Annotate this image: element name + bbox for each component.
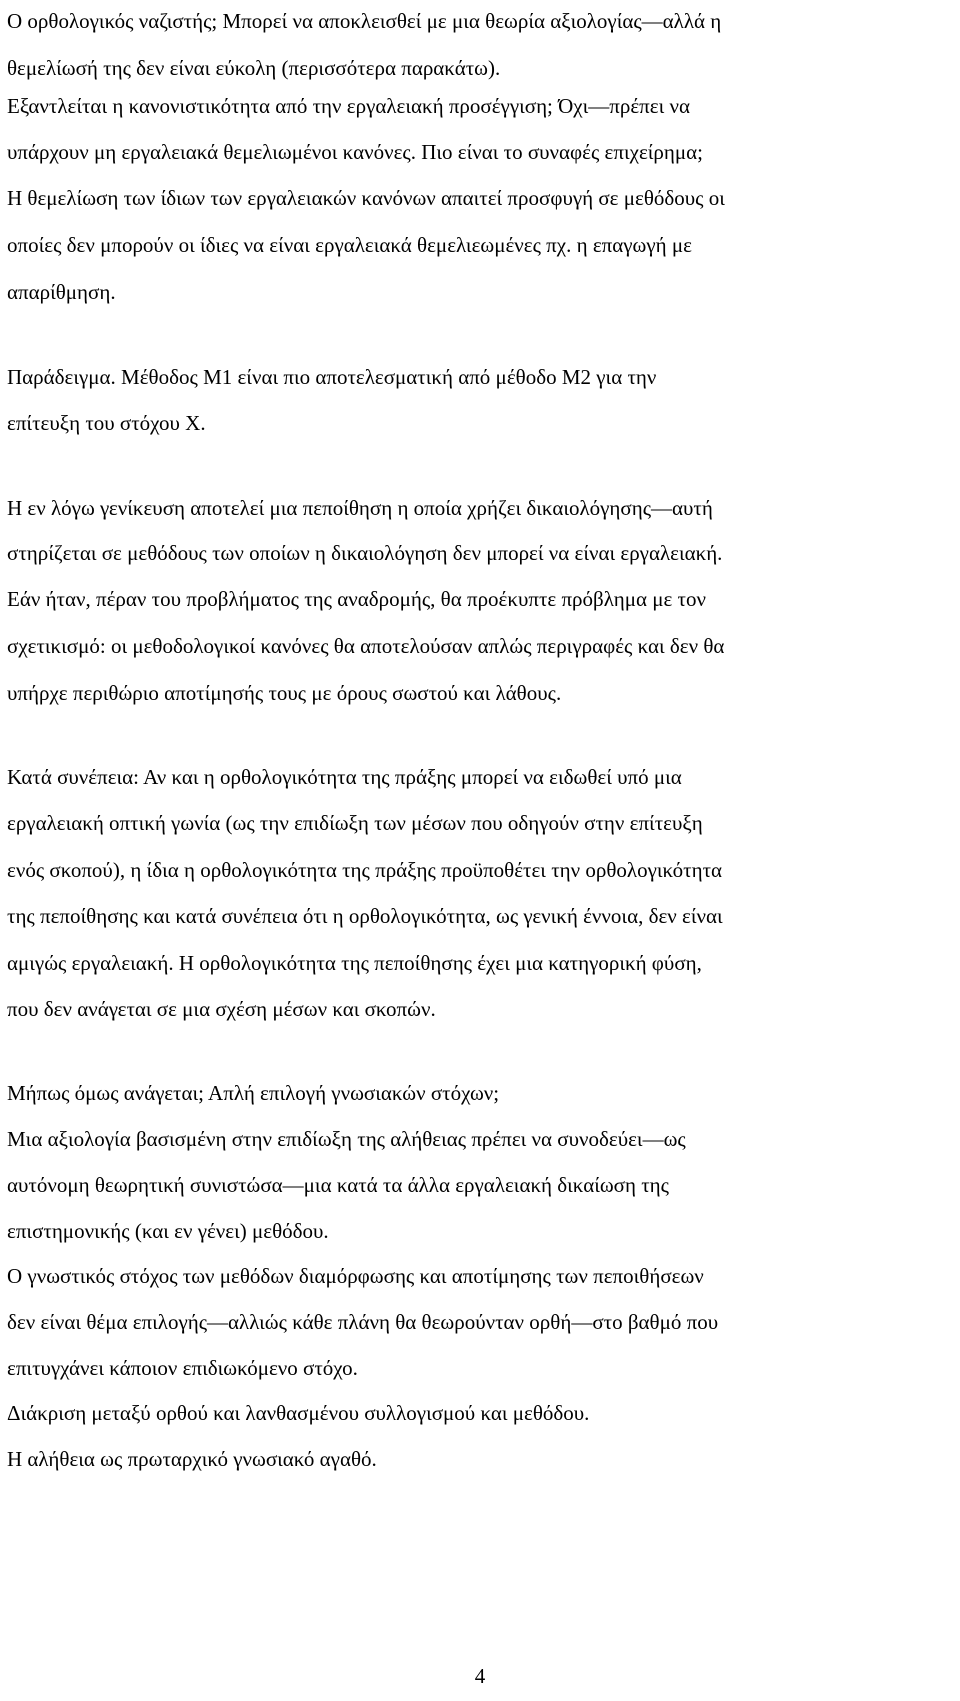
text-line: ενός σκοπού), η ίδια η ορθολογικότητα της πράξης προϋποθέτει την ορθολογικότητα — [7, 858, 723, 882]
text-line: Ο γνωστικός στόχος των μεθόδων διαμόρφωσης και αποτίμησης των πεποιθήσεων — [7, 1264, 704, 1288]
text-line: υπάρχουν μη εργαλειακά θεμελιωμένοι κανόνες. Πιο είναι το συναφές επιχείρημα; — [7, 140, 703, 164]
text-line: επιτυγχάνει κάποιον επιδιωκόμενο στόχο. — [7, 1356, 358, 1380]
text-line: θεμελίωσή της δεν είναι εύκολη (περισσότερα παρακάτω). — [7, 56, 501, 80]
text-line: Μήπως όμως ανάγεται; Απλή επιλογή γνωσιακών στόχων; — [7, 1081, 500, 1105]
text-line: Μια αξιολογία βασισμένη στην επιδίωξη της αλήθειας πρέπει να συνοδεύει—ως — [7, 1127, 686, 1151]
page-number: 4 — [474, 1664, 486, 1688]
text-line: Κατά συνέπεια: Αν και η ορθολογικότητα της πράξης μπορεί να ειδωθεί υπό μια — [7, 765, 682, 789]
text-line: σχετικισμό: οι μεθοδολογικοί κανόνες θα αποτελούσαν απλώς περιγραφές και δεν θα — [7, 634, 725, 658]
text-line: Η αλήθεια ως πρωταρχικό γνωσιακό αγαθό. — [7, 1447, 377, 1471]
text-line: Παράδειγμα. Μέθοδος Μ1 είναι πιο αποτελεσματική από μέθοδο Μ2 για την — [7, 365, 657, 389]
text-line: Διάκριση μεταξύ ορθού και λανθασμένου συλλογισμού και μεθόδου. — [7, 1401, 590, 1425]
text-line: Εξαντλείται η κανονιστικότητα από την εργαλειακή προσέγγιση; Όχι—πρέπει να — [7, 94, 690, 118]
text-line: επίτευξη του στόχου Χ. — [7, 411, 206, 435]
text-line: απαρίθμηση. — [7, 280, 116, 304]
text-line: Ο ορθολογικός ναζιστής; Μπορεί να αποκλεισθεί με μια θεωρία αξιολογίας—αλλά η — [7, 9, 722, 33]
text-line: Εάν ήταν, πέραν του προβλήματος της αναδρομής, θα προέκυπτε πρόβλημα με τον — [7, 587, 706, 611]
text-line: εργαλειακή οπτική γωνία (ως την επιδίωξη των μέσων που οδηγούν στην επίτευξη — [7, 811, 703, 835]
text-line: που δεν ανάγεται σε μια σχέση μέσων και σκοπών. — [7, 997, 436, 1021]
text-line: επιστημονικής (και εν γένει) μεθόδου. — [7, 1219, 329, 1243]
text-line: αυτόνομη θεωρητική συνιστώσα—μια κατά τα άλλα εργαλειακή δικαίωση της — [7, 1173, 669, 1197]
text-line: της πεποίθησης και κατά συνέπεια ότι η ορθολογικότητα, ως γενική έννοια, δεν είναι — [7, 904, 723, 928]
text-line: υπήρχε περιθώριο αποτίμησής τους με όρους σωστού και λάθους. — [7, 681, 562, 705]
text-line: οποίες δεν μπορούν οι ίδιες να είναι εργαλειακά θεμελιεωμένες πχ. η επαγωγή με — [7, 233, 692, 257]
text-line: Η εν λόγω γενίκευση αποτελεί μια πεποίθηση η οποία χρήζει δικαιολόγησης—αυτή — [7, 496, 713, 520]
text-line: δεν είναι θέμα επιλογής—αλλιώς κάθε πλάνη θα θεωρούνταν ορθή—στο βαθμό που — [7, 1310, 719, 1334]
text-line: στηρίζεται σε μεθόδους των οποίων η δικαιολόγηση δεν μπορεί να είναι εργαλειακή. — [7, 541, 723, 565]
text-line: Η θεμελίωση των ίδιων των εργαλειακών κανόνων απαιτεί προσφυγή σε μεθόδους οι — [7, 186, 725, 210]
text-line: αμιγώς εργαλειακή. Η ορθολογικότητα της πεποίθησης έχει μια κατηγορική φύση, — [7, 951, 702, 975]
